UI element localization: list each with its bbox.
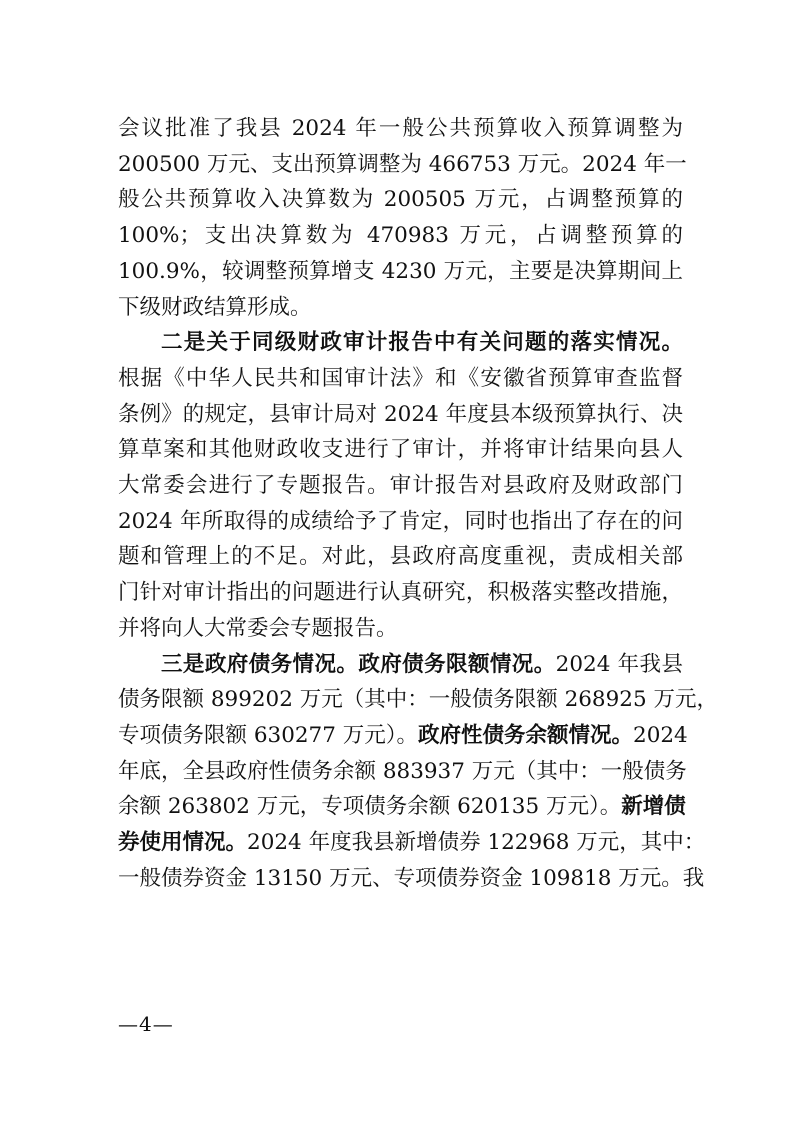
text-run: 专项债务限额 630277 万元）。 bbox=[118, 722, 418, 748]
text-line bbox=[118, 182, 683, 218]
text-line bbox=[118, 718, 688, 754]
text-line bbox=[118, 290, 683, 326]
text-run: 并将向人大常委会专题报告。 bbox=[118, 615, 398, 641]
text-run: 大常委会进行了专题报告。审计报告对县政府及财政部门 bbox=[118, 473, 683, 499]
text-run: 条例》的规定，县审计局对 2024 年度县本级预算执行、决 bbox=[118, 401, 683, 427]
text-run: 一般债券资金 13150 万元、专项债券资金 109818 万元。我 bbox=[118, 865, 705, 891]
text-line bbox=[118, 825, 706, 861]
budget-adjustment-paragraph bbox=[118, 111, 687, 325]
text-line bbox=[118, 111, 683, 147]
audit-issues-paragraph bbox=[118, 325, 683, 646]
text-line bbox=[118, 789, 686, 825]
text-run: 2024 年我县 bbox=[555, 651, 683, 677]
text-line bbox=[118, 682, 718, 718]
text-line bbox=[118, 361, 683, 397]
bold-heading-run: 三是政府债务情况。政府债务限额情况。 bbox=[161, 651, 556, 677]
text-run: 会议批准了我县 2024 年一般公共预算收入预算调整为 bbox=[118, 116, 683, 141]
text-run: 下级财政结算形成。 bbox=[118, 294, 312, 320]
page-number: —4— bbox=[118, 1012, 174, 1036]
text-run: 余额 263802 万元，专项债务余额 620135 万元）。 bbox=[118, 794, 622, 820]
text-line bbox=[118, 218, 683, 254]
text-line bbox=[118, 611, 683, 647]
text-line bbox=[118, 325, 683, 361]
text-run: 算草案和其他财政收支进行了审计，并将审计结果向县人 bbox=[118, 437, 683, 463]
text-line bbox=[118, 539, 683, 575]
text-line bbox=[118, 468, 683, 504]
document-body bbox=[118, 111, 718, 896]
text-line bbox=[118, 254, 683, 290]
government-debt-paragraph bbox=[118, 647, 718, 897]
text-line bbox=[118, 861, 705, 897]
text-run: 年底，全县政府性债务余额 883937 万元（其中：一般债务 bbox=[118, 758, 687, 784]
text-line bbox=[118, 397, 683, 433]
text-run: 100.9%，较调整预算增支 4230 万元，主要是决算期间上 bbox=[118, 258, 683, 284]
text-run: 2024 bbox=[633, 722, 688, 748]
text-line bbox=[118, 647, 683, 683]
text-line bbox=[118, 147, 687, 183]
text-line bbox=[118, 432, 683, 468]
text-run: 2024 年所取得的成绩给予了肯定，同时也指出了存在的问 bbox=[118, 508, 683, 534]
text-run: 般公共预算收入决算数为 200505 万元，占调整预算的 bbox=[118, 187, 683, 213]
text-run: 题和管理上的不足。对此，县政府高度重视，责成相关部 bbox=[118, 544, 683, 570]
text-line bbox=[118, 754, 687, 790]
text-run: 200500 万元、支出预算调整为 466753 万元。2024 年一 bbox=[118, 151, 687, 177]
text-line bbox=[118, 575, 683, 611]
bold-heading-run: 二是关于同级财政审计报告中有关问题的落实情况。 bbox=[161, 330, 683, 356]
text-run: 根据《中华人民共和国审计法》和《安徽省预算审查监督 bbox=[118, 365, 683, 391]
bold-heading-run: 政府性债务余额情况。 bbox=[418, 722, 634, 748]
bold-heading-run: 新增债 bbox=[621, 794, 686, 820]
text-line bbox=[118, 504, 683, 540]
text-run: 100%；支出决算数为 470983 万元，占调整预算的 bbox=[118, 223, 683, 249]
text-run: 债务限额 899202 万元（其中：一般债务限额 268925 万元， bbox=[118, 687, 718, 713]
text-run: 门针对审计指出的问题进行认真研究，积极落实整改措施， bbox=[118, 580, 683, 606]
text-run: 2024 年度我县新增债券 122968 万元，其中： bbox=[247, 830, 706, 856]
bold-heading-run: 券使用情况。 bbox=[118, 830, 248, 856]
